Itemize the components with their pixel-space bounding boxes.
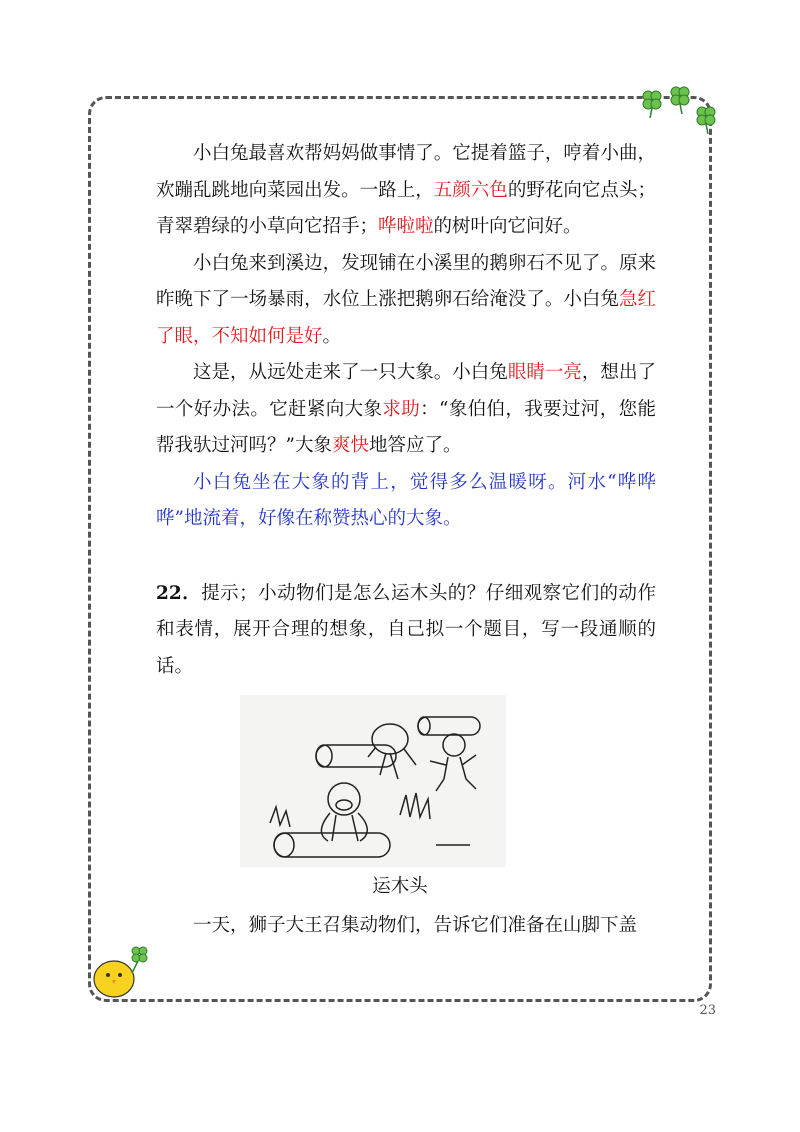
text-span: ，想出了一个好办法。它赶紧向大象 — [156, 362, 656, 420]
text-span: 地答应了。 — [368, 435, 462, 456]
highlight-red: 爽快 — [331, 435, 369, 456]
reading-passage — [156, 136, 656, 685]
question-text: 提示；小动物们是怎么运木头的？仔细观察它们的动作和表情，展开合理的想象，自己拟一个题目，写一段通顺的话。 — [156, 582, 656, 677]
text-span: 这是，从远处走来了一只大象。小白兔 — [193, 362, 508, 383]
page-number: 23 — [699, 1003, 716, 1018]
text-span: 小白兔来到溪边，发现铺在小溪里的鹅卵石不见了。原来昨晚下了一场暴雨，水位上涨把鹅卵石给淹没了。小白兔 — [156, 252, 656, 310]
clover-decoration-icon — [634, 84, 724, 136]
highlight-red: 求助 — [382, 398, 421, 420]
paragraph-4-blue: 小白兔坐在大象的背上，觉得多么温暖呀。河水“哗哗哗”地流着，好像在称赞热心的大象。 — [156, 471, 656, 529]
answer-first-line: 一天，狮子大王召集动物们，告诉它们准备在山脚下盖 — [193, 915, 638, 936]
text-span: 小白兔最喜欢帮妈妈做事情了。它提着篮子，哼着小曲，欢蹦乱跳地向菜园出发。一路上， — [156, 143, 656, 201]
chick-decoration-icon — [88, 943, 154, 1003]
highlight-red: 五颜六色 — [433, 179, 508, 201]
highlight-red: 眼睛一亮 — [507, 362, 582, 383]
paragraph-3 — [156, 355, 656, 465]
text-span: 的树叶向它问好。 — [433, 216, 582, 237]
text-span: 的野花向它点头；青翠碧绿的小草向它招手； — [156, 179, 656, 237]
highlight-red: 哗啦啦 — [378, 216, 434, 237]
paragraph-2 — [156, 246, 656, 356]
text-span: ：“象伯伯，我要过河，您能帮我驮过河吗？”大象 — [156, 398, 656, 456]
highlight-red: 急红了眼，不知如何是好 — [156, 289, 656, 347]
question-22 — [156, 576, 656, 686]
figure-caption: 运木头 — [372, 876, 428, 897]
illustration-animals-carrying-logs — [240, 695, 506, 867]
paragraph-1 — [156, 136, 656, 246]
question-number: 22． — [156, 582, 202, 604]
text-span: 。 — [322, 325, 342, 347]
